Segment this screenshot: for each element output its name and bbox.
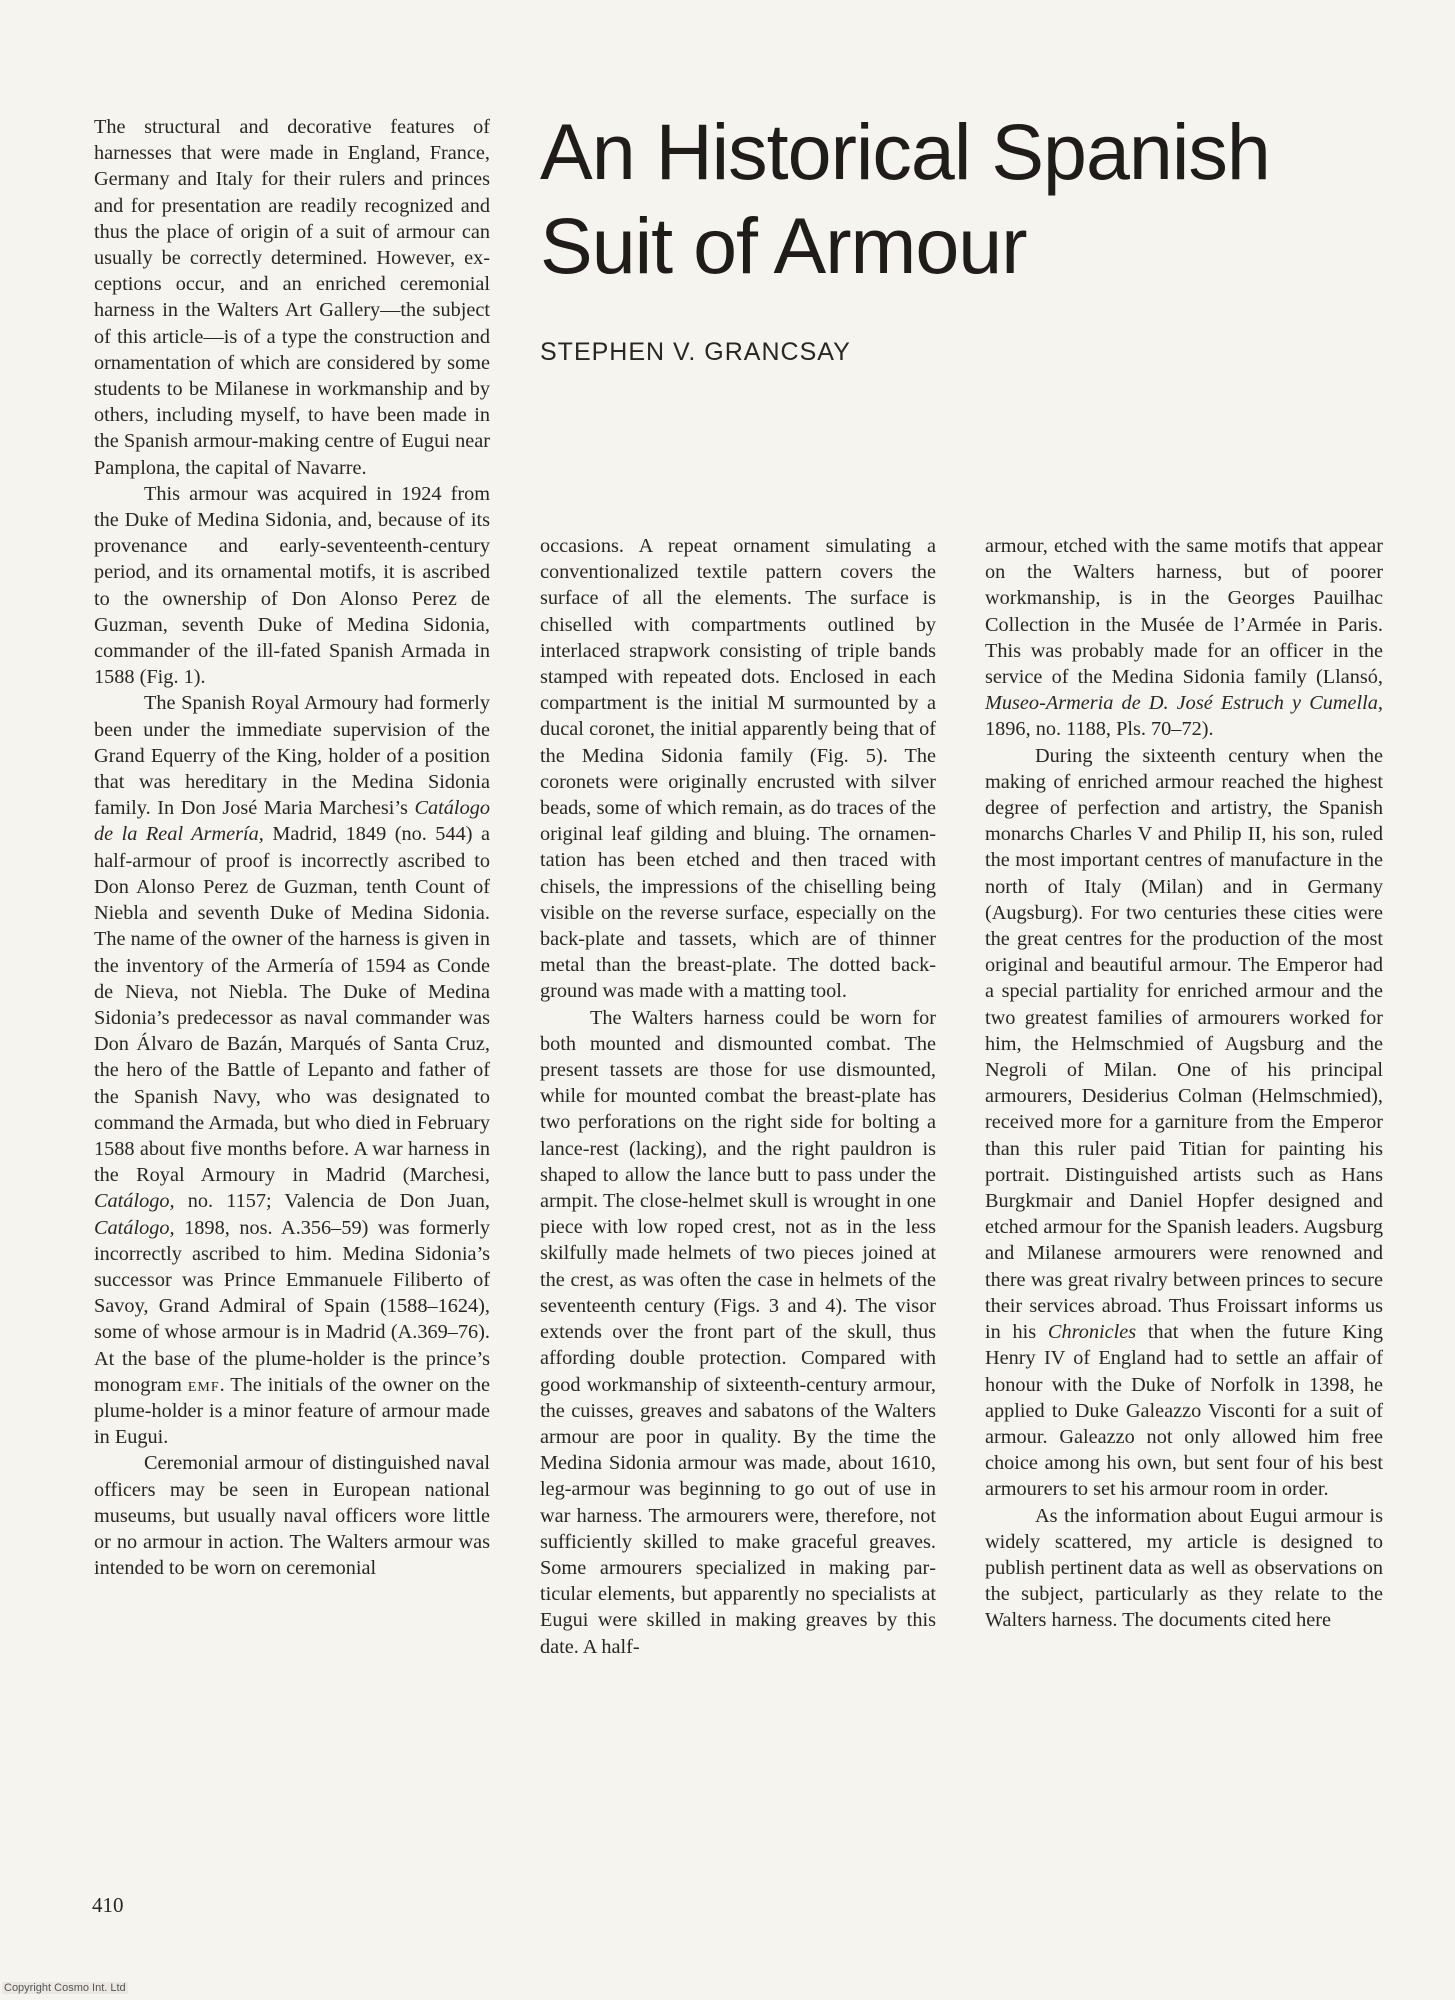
- title-line-2: Suit of Armour: [540, 201, 1027, 290]
- italic-citation: Museo-Armeria de D. José Estruch y Cumella,: [985, 692, 1383, 715]
- article-title: [540, 105, 1420, 293]
- text-run: that when the future King Henry IV of England had to settle an affair of honour with the Duke of Norfolk in 1398, he applied to Duke Galeazzo Visconti for a suit of armour. Galeazzo not only allowed him free choice among his own, but sent four of his best armourers to set his armour room in order.: [985, 1321, 1383, 1501]
- paragraph: Ceremonial armour of distinguished naval officers may be seen in European national museums, but usually naval officers wore little or no armour in action. The Walters armour was intended to be worn on ceremonial: [94, 1452, 490, 1580]
- paragraph: The Walters harness could be worn for both mounted and dismounted combat. The present tassets are those for use dismounted, while for mounted combat the breast-plate has two perforations on the right side for bolting a lance-rest (lacking), and the right pauldron is shaped to allow the lance butt to pass under the armpit. The close-helmet skull is wrought in one piece with low roped crest, not as in the less skilfully made helmets of two pieces joined at the crest, as was often the case in helmets of the seventeenth century (Figs. 3 and 4). The visor extends over the front part of the skull, thus affording double protection. Compared with good workmanship of sixteenth-century armour, the cuisses, greaves and sabatons of the Walters armour are poor in quality. By the time the Medina Sidonia armour was made, about 1610, leg-armour was beginning to go out of use in war harness. The armourers were, therefore, not sufficiently skilled to make graceful greaves. Some armourers specialized in making particular elements, but apparently no specialists at Eugui were skilled in making greaves by this date. A half-: [540, 1006, 936, 1658]
- text-run: 1898, nos. A.356–59) was formerly incorrectly ascribed to him. Medina Sidonia’s successor was Prince Emmanuele Filiberto of Savoy, Grand Admiral of Spain (1588–1624), some of whose armour is in Madrid (A.369–76). At the base of the plume-holder is the prince’s monogram: [94, 1216, 490, 1396]
- text-run: . The initials of the owner on the plume-holder is a minor feature of armour made in Eugui.: [94, 1373, 490, 1449]
- title-line-1: An Historical Spanish: [540, 107, 1270, 196]
- italic-citation: Catálogo,: [94, 1216, 175, 1239]
- paragraph: This armour was acquired in 1924 from the Duke of Medina Sidonia, and, because of its provenance and early-seventeenth-century period, and its ornamental motifs, it is ascribed to the ownership of Don Alonso Perez de Guzman, seventh Duke of Medina Sidonia, commander of the ill-fated Spanish Armada in 1588 (Fig. 1).: [94, 482, 490, 689]
- text-run: armour, etched with the same motifs that appear on the Walters harness, but of poorer workmanship, is in the Georges Pauilhac Collection in the Musée de l’Armée in Paris. This was probably made for an officer in the service of the Medina Sidonia family (Llansó,: [985, 535, 1383, 689]
- text-column-2: [540, 533, 936, 1660]
- paragraph: The structural and decorative features of harnesses that were made in England, France, Germany and Italy for their rulers and princes and for presentation are readily recognized and thus the place of origin of a suit of armour can usually be correctly determined. However, exceptions occur, and an enriched ceremonial harness in the Walters Art Gallery—the subject of this article—is of a type the construction and ornamentation of which are considered by some students to be Milanese in workmanship and by others, including myself, to have been made in the Spanish armour-making centre of Eugui near Pamplona, the capital of Navarre.: [94, 116, 490, 479]
- italic-citation: Catálogo de la Real Armería,: [94, 797, 490, 846]
- text-column-1: [94, 114, 490, 1581]
- paragraph: [94, 690, 490, 1450]
- author-byline: STEPHEN V. GRANCSAY: [540, 338, 851, 366]
- monogram: emf: [187, 1373, 220, 1396]
- copyright-notice: Copyright Cosmo Int. Ltd: [4, 1982, 126, 1994]
- text-run: During the sixteenth century when the making of enriched armour reached the highest degree of perfection and artistry, the Spanish monarchs Charles V and Philip II, his son, ruled the most important centres of manufacture in the north of Italy (Milan) and in Germany (Augsburg). For two centuries these cities were the great centres for the production of the most original and beautiful armour. The Emperor had a special partiality for enriched armour and the two greatest families of armourers worked for him, the Helmschmied of Augsburg and the Negroli of Milan. One of his principal armourers, Desiderius Colman (Helmschmied), received more for a garniture from the Emperor than this ruler paid Titian for painting his portrait. Distinguished artists such as Hans Burgkmair and Daniel Hopfer designed and etched armour for the Spanish leaders. Augsburg and Milanese armourers were renowned and there was great rivalry between princes to secure their services abroad. Thus Froissart informs us in his: [985, 744, 1383, 1344]
- page-number: 410: [92, 1893, 124, 1917]
- paragraph: [985, 533, 1383, 743]
- text-run: no. 1157; Valencia de Don Juan,: [174, 1190, 490, 1213]
- paragraph: As the information about Eugui armour is widely scattered, my article is designed to publish pertinent data as well as observations on the subject, particularly as they relate to the Walters harness. The documents cited here: [985, 1504, 1383, 1632]
- text-run: The Spanish Royal Armoury had formerly been under the immediate supervision of the Grand Equerry of the King, holder of a position that was hereditary in the Medina Sidonia family. In Don José Maria Marchesi’s: [94, 692, 490, 820]
- text-run: Madrid, 1849 (no. 544) a half-armour of proof is incorrectly ascribed to Don Alonso Perez de Guzman, tenth Count of Niebla and seventh Duke of Medina Sidonia. The name of the owner of the harness is given in the inventory of the Armería of 1594 as Conde de Nieva, not Niebla. The Duke of Medina Sidonia’s predecessor as naval commander was Don Álvaro de Bazán, Marqués of Santa Cruz, the hero of the Battle of Lepanto and father of the Spanish Navy, who was designated to command the Armada, but who died in February 1588 about five months before. A war harness in the Royal Armoury in Madrid (Marchesi,: [94, 823, 490, 1187]
- text-run: 1896, no. 1188, Pls. 70–72).: [985, 718, 1214, 741]
- italic-citation: Catálogo,: [94, 1190, 175, 1213]
- paragraph: occasions. A repeat ornament simulating a conventionalized textile pattern covers the surface of all the elements. The surface is chiselled with compartments outlined by interlaced strapwork consisting of triple bands stamped with repeated dots. Enclosed in each compartment is the initial M surmounted by a ducal coronet, the initial apparently being that of the Medina Sidonia family (Fig. 5). The coronets were originally encrusted with silver beads, some of which remain, as do traces of the original leaf gilding and bluing. The ornamentation has been etched and then traced with chisels, the impressions of the chiselling being visible on the reverse surface, especially on the back-plate and tassets, which are of thinner metal than the breast-plate. The dotted background was made with a matting tool.: [540, 535, 936, 1003]
- italic-citation: Chronicles: [1047, 1321, 1137, 1344]
- paragraph: [985, 743, 1383, 1503]
- text-column-3: [985, 533, 1383, 1634]
